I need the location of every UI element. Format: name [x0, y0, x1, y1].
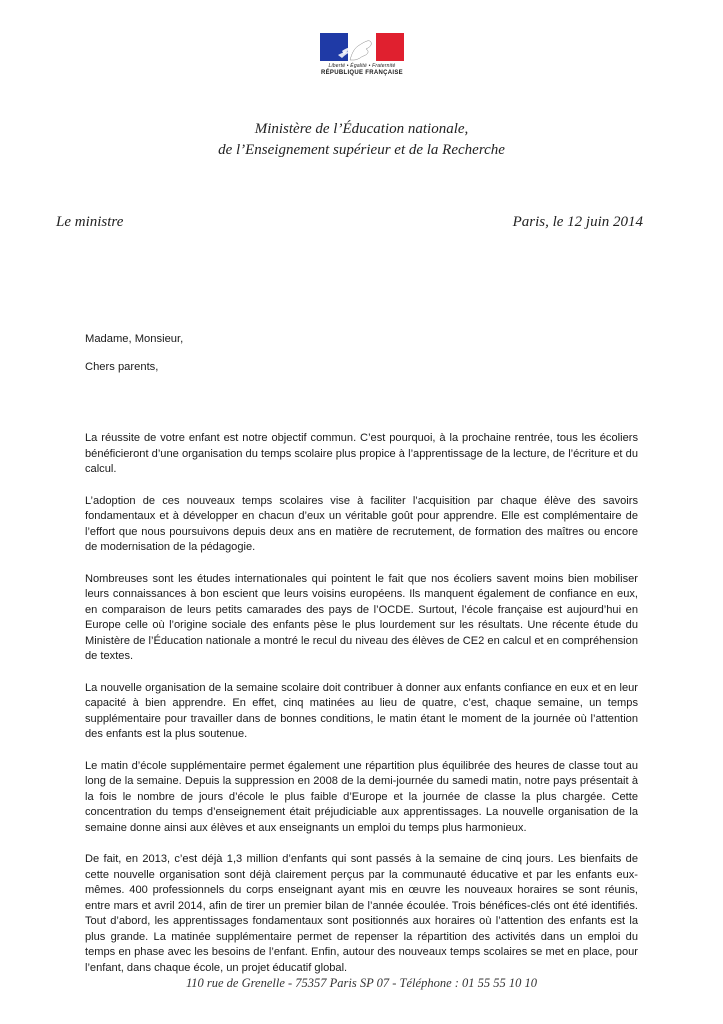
letter-date: Paris, le 12 juin 2014: [512, 214, 643, 230]
marianne-flag-icon: [320, 33, 404, 61]
body-paragraph-5: Le matin d’école supplémentaire permet également une répartition plus équilibrée des heures de classe tout au long de la semaine. Depuis la suppression en 2008 de la demi-journée du samedi matin, notre pays présentait à la fois le nombre de jours d’école le plus faible d’Europe et la journée de classe la plus chargée. Cette concentration du temps d’enseignement était préjudiciable aux apprentissages. La nouvelle organisation de la semaine donne ainsi aux élèves et aux enseignants un emploi du temps plus harmonieux.: [85, 759, 638, 834]
body-paragraph-4: La nouvelle organisation de la semaine scolaire doit contribuer à donner aux enfants confiance en eux et en leur capacité à bien apprendre. En effet, cinq matinées au lieu de quatre, c’est, chaque semaine, un temps supplémentaire pour travailler dans de bonnes conditions, le matin étant le moment de la journée où l’attention des enfants est la plus soutenue.: [85, 681, 638, 740]
republique-francaise-logo: [319, 33, 405, 76]
sender-title: Le ministre: [56, 214, 124, 230]
ministry-title-line2: de l’Enseignement supérieur et de la Recherche: [218, 142, 505, 158]
greeting-line-2: Chers parents,: [85, 361, 159, 373]
letter-body: [85, 431, 638, 992]
body-paragraph-3: Nombreuses sont les études internationales qui pointent le fait que nos écoliers savent moins bien mobiliser leurs connaissances à bon escient que leurs voisins européens. Ils manquent également de confiance en eux, en comparaison de leurs petits camarades des pays de l’OCDE. Surtout, l’école française est aujourd’hui en Europe celle où l’origine sociale des enfants pèse le plus lourdement sur les résultats. Une récente étude du Ministère de l’Éducation nationale a montré le recul du niveau des élèves de CE2 en calcul et en compréhension de textes.: [85, 572, 638, 662]
republic-motto: Liberté • Égalité • Fraternité: [328, 63, 396, 69]
ministry-title-line1: Ministère de l’Éducation nationale,: [254, 121, 469, 137]
body-paragraph-1: La réussite de votre enfant est notre objectif commun. C’est pourquoi, à la prochaine rentrée, tous les écoliers bénéficieront d’une organisation du temps scolaire plus propice à l’apprentissage de la lecture, de l’écriture et du calcul.: [85, 432, 638, 475]
body-paragraph-2: L’adoption de ces nouveaux temps scolaires vise à faciliter l’acquisition par chaque élève des savoirs fondamentaux et à développer en chacun d’eux un véritable goût pour apprendre. Elle est complémentaire de l’effort que nous poursuivons depuis deux ans en matière de recrutement, de formation des maîtres ou encore de modernisation de la pédagogie.: [85, 494, 638, 553]
republic-name: RÉPUBLIQUE FRANÇAISE: [320, 70, 403, 76]
body-paragraph-6: De fait, en 2013, c’est déjà 1,3 million d’enfants qui sont passés à la semaine de cinq jours. Les bienfaits de cette nouvelle organisation sont déjà clairement perçus par la communauté éducative et par les enfants eux-mêmes. 400 professionnels du corps enseignant ayant mis en œuvre les nouveaux horaires se sont réunis, entre mars et avril 2014, afin de tirer un premier bilan de l’année écoulée. Trois bénéfices-clés ont été identifiés. Tout d’abord, les apprentissages fondamentaux sont positionnés aux horaires où l’attention des enfants est la plus grande. La matinée supplémentaire permet de repenser la répartition des activités dans un emploi du temps en phase avec les besoins de l’enfant. Enfin, autour des nouveaux temps scolaires se met en place, pour l’enfant, dans chaque école, un projet éducatif global.: [85, 853, 638, 974]
footer-address: 110 rue de Grenelle - 75357 Paris SP 07 - Téléphone : 01 55 55 10 10: [185, 976, 538, 990]
greeting-line-1: Madame, Monsieur,: [85, 333, 184, 345]
